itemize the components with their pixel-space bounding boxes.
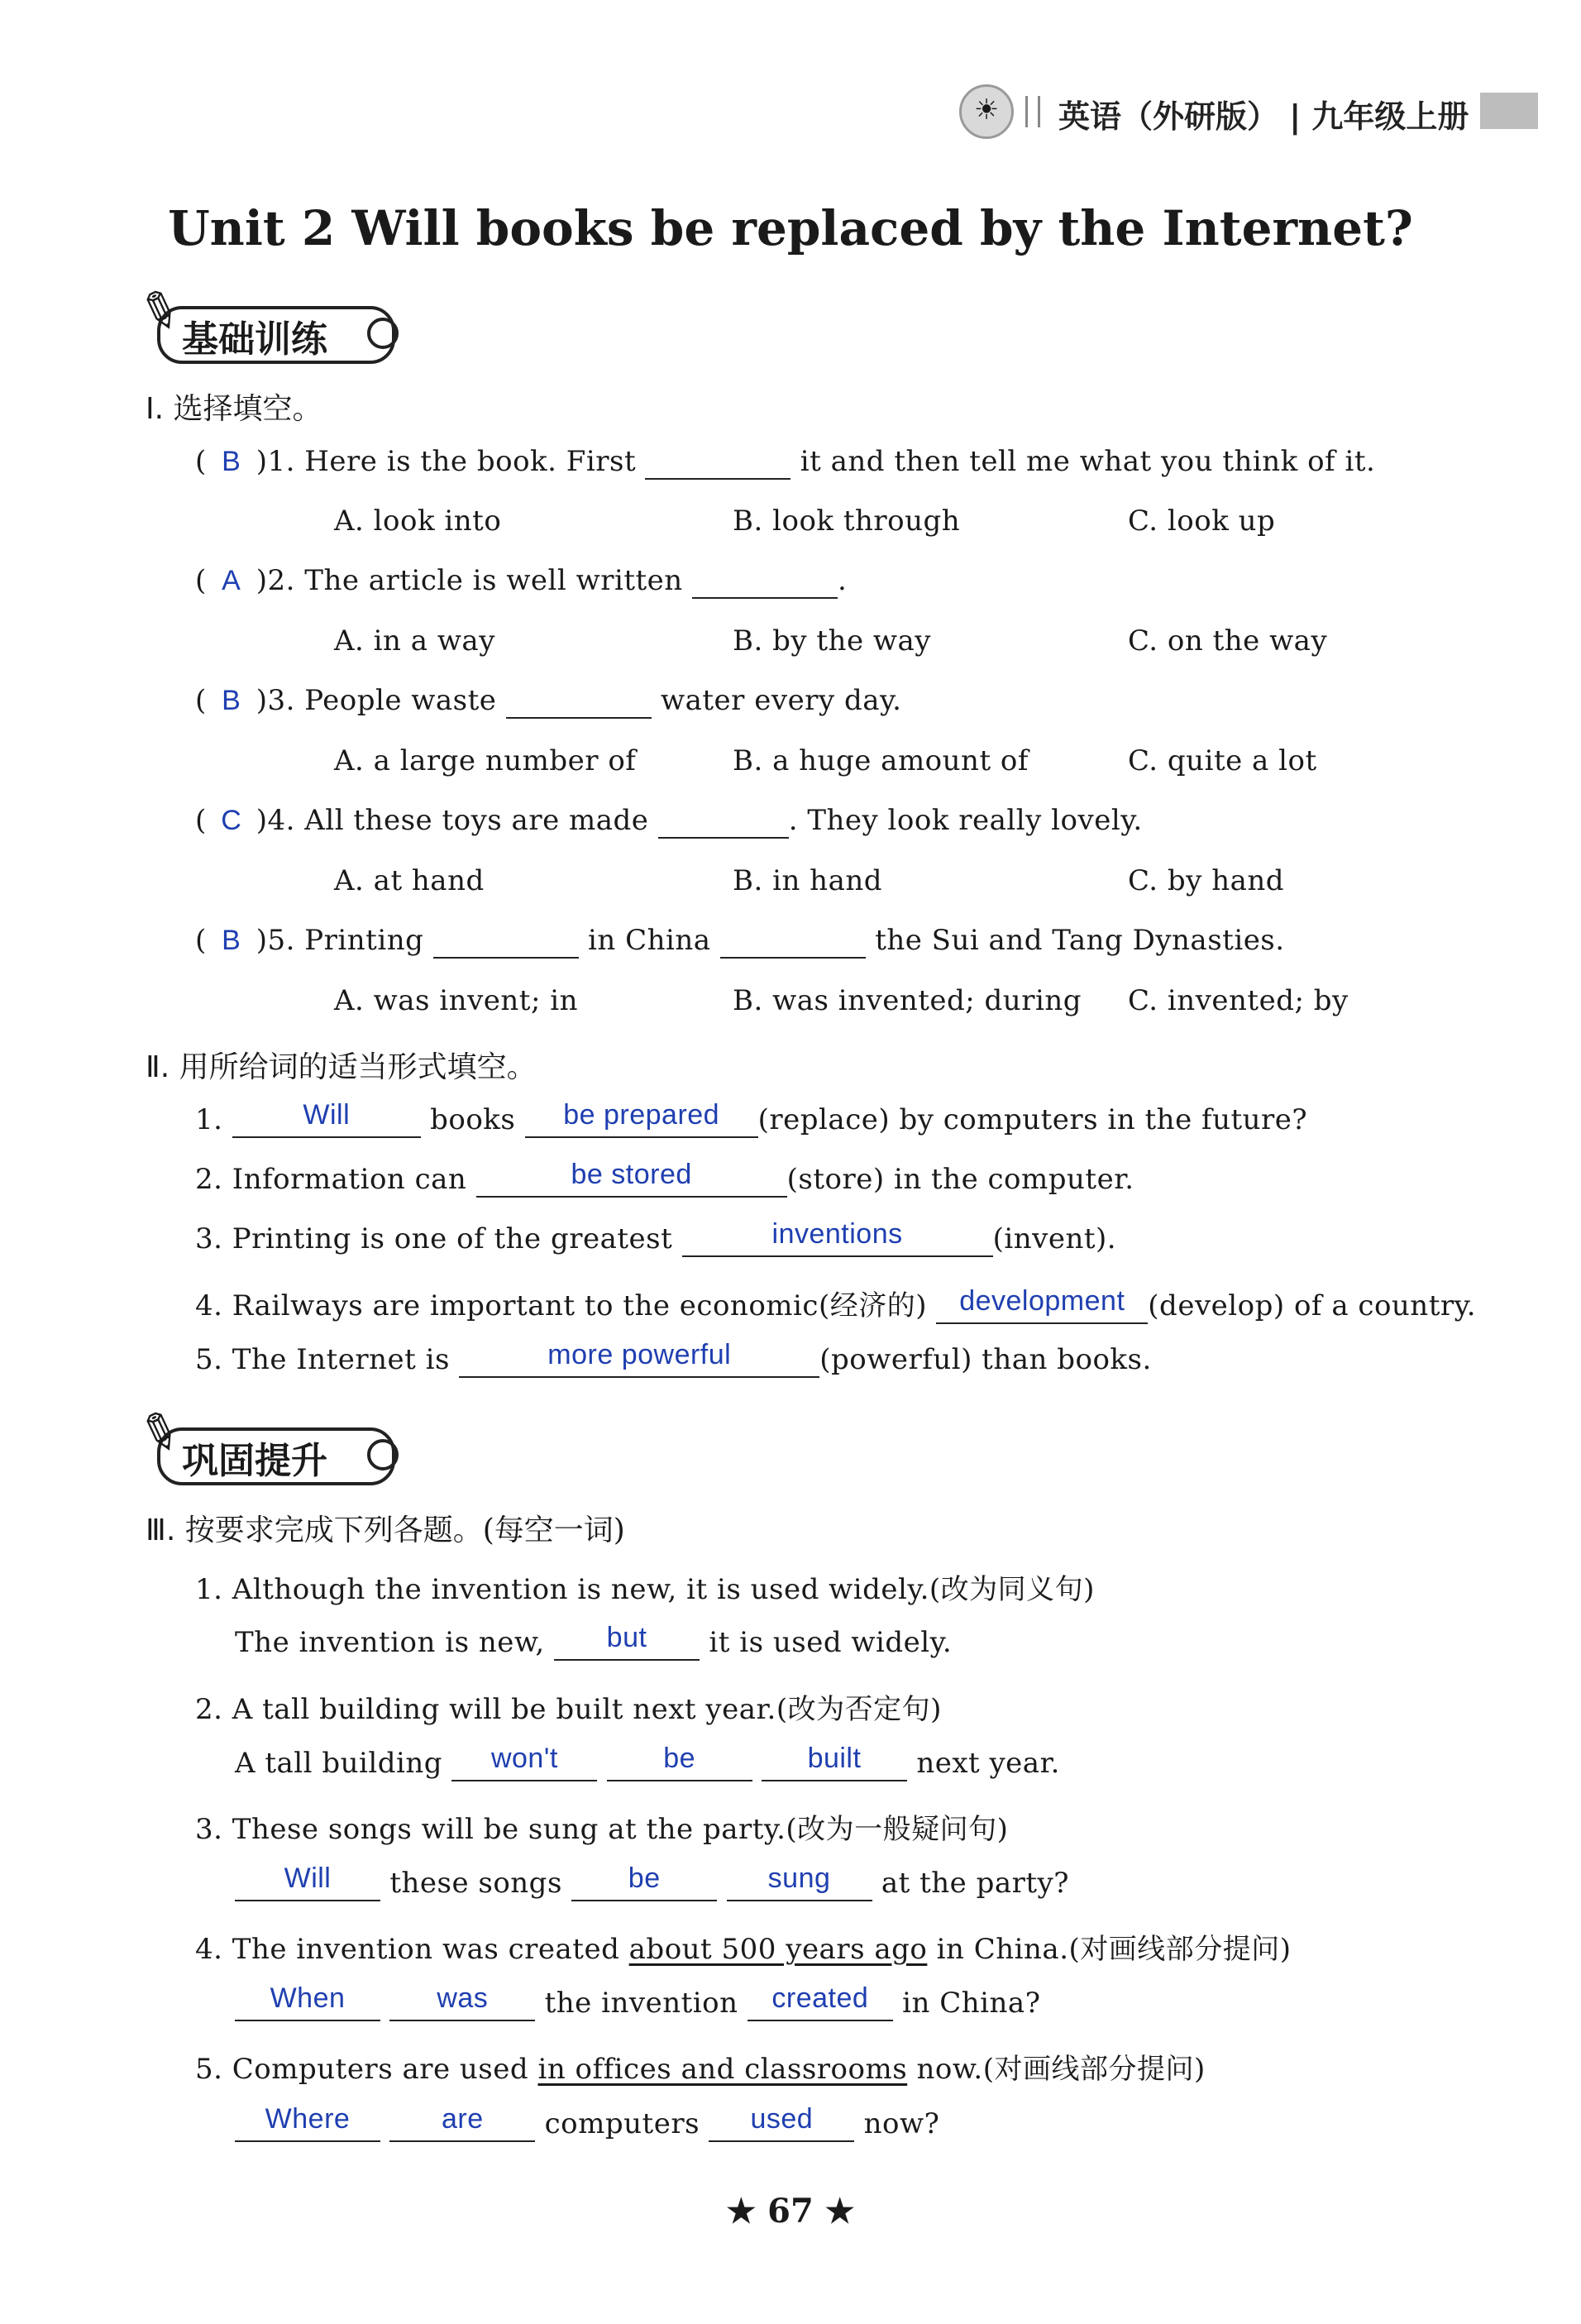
answer-blank bbox=[433, 924, 579, 959]
answer-blank: was bbox=[389, 1987, 535, 2021]
rewrite-answer-2: A tall building won't be built next year. bbox=[235, 1743, 1060, 1780]
answer-blank: more powerful bbox=[459, 1343, 819, 1378]
rewrite-answer-1: The invention is new, but it is used widely. bbox=[235, 1622, 953, 1659]
fill-item-4: 4. Railways are important to the economic(经济的) development (develop) of a country. bbox=[195, 1285, 1477, 1322]
answer-blank: are bbox=[389, 2107, 535, 2142]
mc-option-b: B. in hand bbox=[733, 864, 883, 897]
ring-icon bbox=[367, 1439, 399, 1470]
answer-blank: be prepared bbox=[525, 1103, 758, 1138]
sun-icon: ☀ bbox=[959, 84, 1014, 139]
mc-option-b: B. look through bbox=[733, 504, 961, 538]
answer-blank bbox=[692, 564, 838, 599]
mc-option-c: C. on the way bbox=[1128, 624, 1328, 658]
answer-blank bbox=[720, 924, 866, 959]
rewrite-question-3: 3. These songs will be sung at the party.(改为一般疑问句) bbox=[195, 1813, 1009, 1846]
fill-item-3: 3. Printing is one of the greatest inventions (invent). bbox=[195, 1218, 1117, 1255]
answer-blank: be bbox=[571, 1867, 717, 1901]
page-header bbox=[959, 81, 1538, 141]
answer-blank bbox=[658, 804, 789, 839]
answer-blank bbox=[645, 445, 790, 480]
answer-blank: When bbox=[235, 1987, 380, 2021]
pencil-icon: ✎ bbox=[130, 1399, 189, 1468]
mc-option-c: C. by hand bbox=[1128, 864, 1285, 897]
pencil-icon: ✎ bbox=[130, 277, 189, 347]
mc-option-a: A. a large number of bbox=[334, 744, 637, 777]
answer-blank: Will bbox=[232, 1103, 421, 1138]
mc-option-c: C. look up bbox=[1128, 504, 1276, 538]
mc-question-3: ( B )3. People waste water every day. bbox=[195, 684, 902, 717]
underlined-phrase: in offices and classrooms bbox=[537, 2053, 908, 2086]
mc-option-a: A. at hand bbox=[334, 864, 485, 897]
banner-label: 巩固提升 bbox=[182, 1440, 327, 1482]
part2-title: Ⅱ. 用所给词的适当形式填空。 bbox=[146, 1050, 537, 1084]
part3-title: Ⅲ. 按要求完成下列各题。(每空一词) bbox=[146, 1513, 625, 1547]
ring-icon bbox=[367, 318, 399, 349]
header-subject: 英语（外研版） | 九年级上册 bbox=[1058, 98, 1469, 135]
mc-question-4: ( C )4. All these toys are made . They look really lovely. bbox=[195, 804, 1143, 837]
rewrite-question-4: 4. The invention was created about 500 years ago in China.(对画线部分提问) bbox=[195, 1933, 1292, 1966]
mc-question-2: ( A )2. The article is well written . bbox=[195, 564, 848, 597]
mc-answer: B bbox=[222, 685, 241, 716]
unit-title: Unit 2 Will books be replaced by the Internet? bbox=[168, 200, 1413, 256]
answer-blank: sung bbox=[727, 1867, 872, 1901]
answer-blank: be bbox=[607, 1747, 752, 1781]
rewrite-question-1: 1. Although the invention is new, it is used widely.(改为同义句) bbox=[195, 1573, 1095, 1606]
mc-option-b: B. was invented; during bbox=[733, 984, 1082, 1017]
mc-option-a: A. look into bbox=[334, 504, 502, 538]
mc-option-b: B. a huge amount of bbox=[733, 744, 1029, 777]
underlined-phrase: about 500 years ago bbox=[628, 1933, 928, 1966]
page-number: ★ 67 ★ bbox=[726, 2192, 855, 2231]
mc-option-c: C. invented; by bbox=[1128, 984, 1349, 1017]
mc-answer: B bbox=[222, 925, 241, 956]
answer-blank: created bbox=[748, 1987, 893, 2021]
rewrite-answer-3: Will these songs be sung at the party? bbox=[235, 1867, 1069, 1901]
answer-blank bbox=[506, 684, 652, 719]
answer-blank: built bbox=[762, 1747, 907, 1781]
section-banner-basic bbox=[130, 277, 413, 364]
answer-blank: be stored bbox=[476, 1163, 787, 1198]
part1-title: Ⅰ. 选择填空。 bbox=[146, 392, 322, 426]
rewrite-answer-5: Where are computers used now? bbox=[235, 2107, 939, 2142]
answer-blank: but bbox=[554, 1626, 700, 1661]
rewrite-question-2: 2. A tall building will be built next year.(改为否定句) bbox=[195, 1693, 942, 1726]
divider bbox=[1025, 96, 1040, 127]
answer-blank: Where bbox=[235, 2107, 380, 2142]
section-banner-advance bbox=[130, 1399, 413, 1485]
banner-label: 基础训练 bbox=[182, 318, 327, 361]
fill-item-2: 2. Information can be stored (store) in the computer. bbox=[195, 1159, 1134, 1196]
answer-blank: won't bbox=[451, 1747, 597, 1781]
mc-answer: B bbox=[222, 446, 241, 477]
header-bar bbox=[1480, 93, 1538, 129]
mc-question-5: ( B )5. Printing in China the Sui and Tang Dynasties. bbox=[195, 924, 1285, 957]
fill-item-5: 5. The Internet is more powerful (powerful) than books. bbox=[195, 1339, 1152, 1376]
fill-item-1: 1. Will books be prepared (replace) by computers in the future? bbox=[195, 1099, 1308, 1136]
mc-option-a: A. in a way bbox=[334, 624, 495, 658]
rewrite-question-5: 5. Computers are used in offices and classrooms now.(对画线部分提问) bbox=[195, 2053, 1206, 2086]
mc-option-c: C. quite a lot bbox=[1128, 744, 1317, 777]
mc-question-1: ( B )1. Here is the book. First it and then tell me what you think of it. bbox=[195, 445, 1376, 478]
mc-answer: C bbox=[221, 805, 242, 836]
answer-blank: development bbox=[936, 1289, 1148, 1324]
answer-blank: inventions bbox=[682, 1222, 993, 1257]
mc-option-b: B. by the way bbox=[733, 624, 931, 658]
answer-blank: Will bbox=[235, 1867, 380, 1901]
answer-blank: used bbox=[709, 2107, 854, 2142]
mc-option-a: A. was invent; in bbox=[334, 984, 578, 1017]
mc-answer: A bbox=[222, 565, 241, 596]
rewrite-answer-4: When was the invention created in China? bbox=[235, 1987, 1040, 2021]
